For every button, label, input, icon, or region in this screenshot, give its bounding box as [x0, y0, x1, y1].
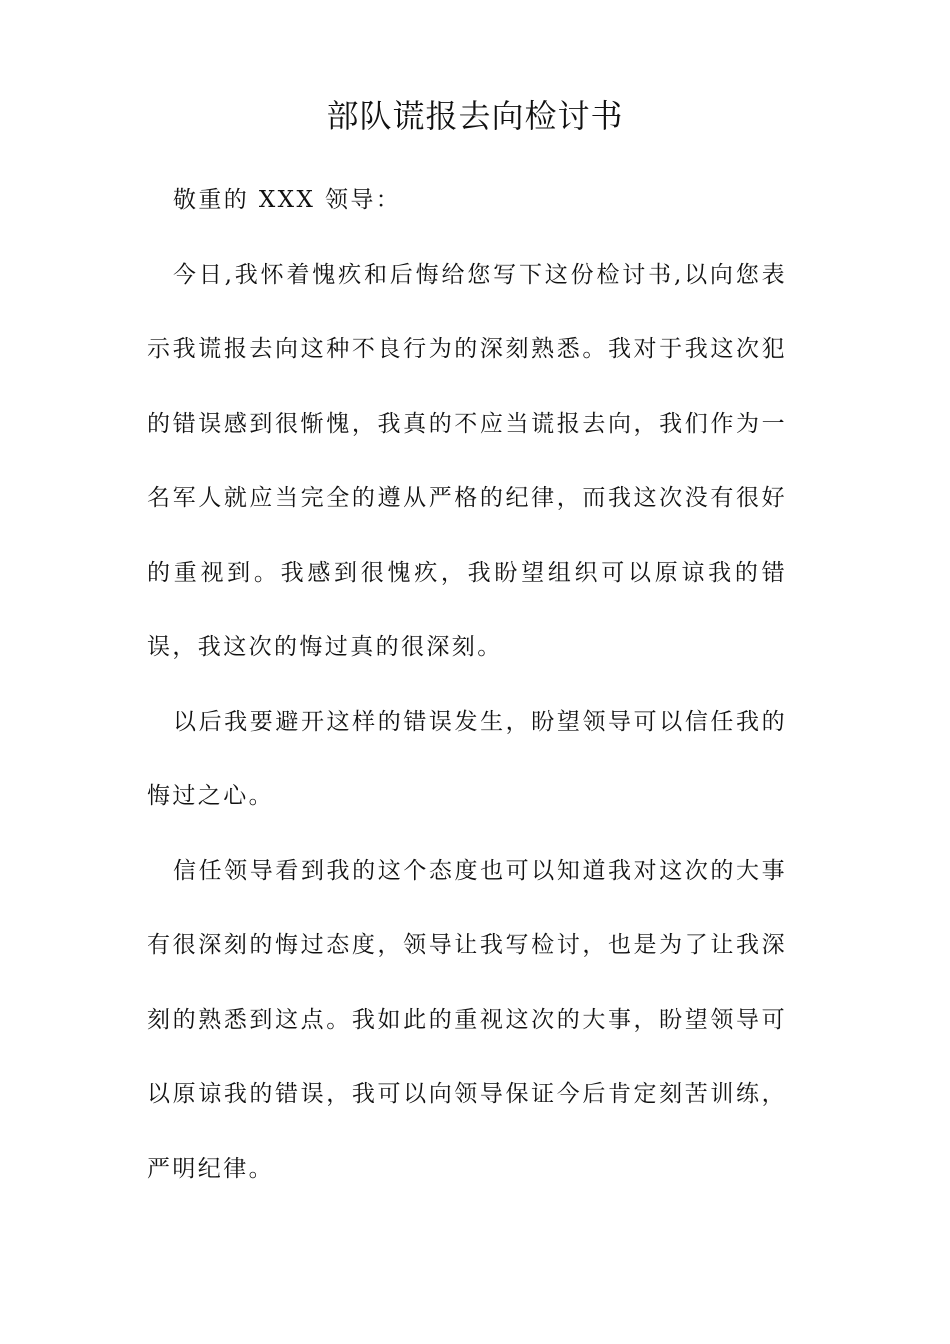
- paragraph-promise: 以后我要避开这样的错误发生，盼望领导可以信任我的悔过之心。: [147, 708, 787, 809]
- document-body: [147, 163, 787, 1206]
- paragraph-commitment: 信任领导看到我的这个态度也可以知道我对这次的大事有很深刻的悔过态度，领导让我写检讨，也是为了让我深刻的熟悉到这点。我如此的重视这次的大事，盼望领导可以原谅我的错误，我可以向领导保证今后肯定刻苦训练，严明纪律。: [147, 857, 787, 1182]
- salutation: 敬重的 XXX 领导：: [173, 187, 402, 213]
- document-title: 部队谎报去向检讨书: [326, 97, 624, 135]
- paragraph-apology: 今日,我怀着愧疚和后悔给您写下这份检讨书,以向您表示我谎报去向这种不良行为的深刻熟悉。我对于我这次犯的错误感到很惭愧，我真的不应当谎报去向，我们作为一名军人就应当完全的遵从严格的纪律，而我这次没有很好的重视到。我感到很愧疚，我盼望组织可以原谅我的错误，我这次的悔过真的很深刻。: [147, 261, 787, 660]
